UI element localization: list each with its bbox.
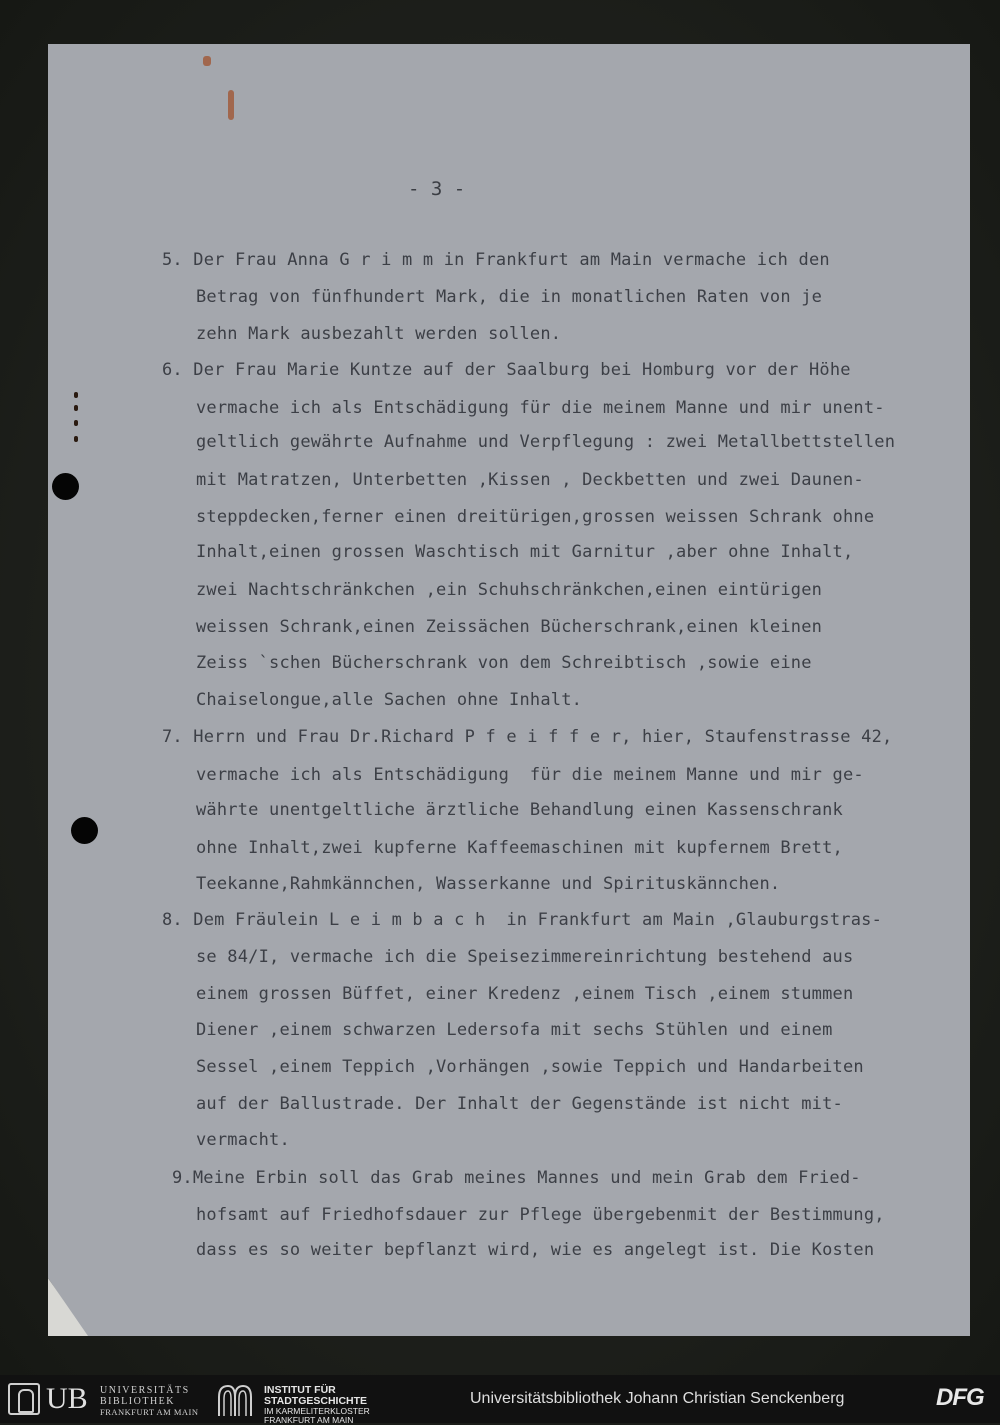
text-line: geltlich gewährte Aufnahme und Verpflegung : zwei Metallbettstellen: [196, 432, 896, 452]
text-line: auf der Ballustrade. Der Inhalt der Gegenstände ist nicht mit-: [196, 1094, 843, 1114]
text-line: se 84/I, vermache ich die Speisezimmereinrichtung bestehend aus: [196, 947, 854, 967]
text-line: 6. Der Frau Marie Kuntze auf der Saalburg bei Homburg vor der Höhe: [162, 360, 851, 380]
ub-line-3: FRANKFURT AM MAIN: [100, 1407, 199, 1417]
edge-mark: [74, 392, 78, 398]
text-line: Inhalt,einen grossen Waschtisch mit Garnitur ,aber ohne Inhalt,: [196, 542, 854, 562]
text-line: währte unentgeltliche ärztliche Behandlung einen Kassenschrank: [196, 800, 843, 820]
text-line: zwei Nachtschränkchen ,ein Schuhschränkchen,einen eintürigen: [196, 580, 823, 600]
text-line: vermacht.: [196, 1130, 290, 1150]
text-line: hofsamt auf Friedhofsdauer zur Pflege übergebenmit der Bestimmung,: [196, 1205, 885, 1225]
ub-logo-letters: UB: [46, 1382, 88, 1415]
punch-hole-upper: [52, 473, 79, 500]
text-line: zehn Mark ausbezahlt werden sollen.: [196, 324, 562, 344]
ub-line-2: BIBLIOTHEK: [100, 1395, 175, 1407]
text-line: Teekanne,Rahmkännchen, Wasserkanne und Spirituskännchen.: [196, 874, 781, 894]
text-line: Zeiss `schen Bücherschrank von dem Schreibtisch ,sowie eine: [196, 653, 812, 673]
edge-mark: [74, 420, 78, 426]
text-line: Diener ,einem schwarzen Ledersofa mit sechs Stühlen und einem: [196, 1020, 833, 1040]
text-line: ohne Inhalt,zwei kupferne Kaffeemaschinen mit kupfernem Brett,: [196, 838, 843, 858]
text-line: Betrag von fünfhundert Mark, die in monatlichen Raten von je: [196, 287, 823, 307]
text-line: 8. Dem Fräulein L e i m b a c h in Frankfurt am Main ,Glauburgstras-: [162, 910, 883, 930]
text-line: mit Matratzen, Unterbetten ,Kissen , Deckbetten und zwei Daunen-: [196, 470, 864, 490]
ub-logo-text: [100, 1386, 199, 1418]
punch-hole-lower: [71, 817, 98, 844]
text-line: 7. Herrn und Frau Dr.Richard P f e i f f e r, hier, Staufenstrasse 42,: [162, 727, 893, 747]
rust-stain: [228, 90, 234, 120]
footer-bar: [0, 1375, 1000, 1423]
text-line: Chaiselongue,alle Sachen ohne Inhalt.: [196, 690, 583, 710]
text-line: steppdecken,ferner einen dreitürigen,grossen weissen Schrank ohne: [196, 507, 875, 527]
inst-line-4: FRANKFURT AM MAIN: [264, 1415, 354, 1425]
inst-line-2: STADTGESCHICHTE: [264, 1395, 368, 1407]
page-number: - 3 -: [408, 178, 466, 200]
dfg-logo: DFG: [936, 1384, 984, 1411]
text-line: vermache ich als Entschädigung für die meinem Manne und mir unent-: [196, 398, 885, 418]
library-name: Universitätsbibliothek Johann Christian Senckenberg: [470, 1390, 845, 1407]
rust-stain: [203, 56, 211, 66]
ub-line-1: UNIVERSITÄTS: [100, 1385, 190, 1396]
institute-arch-icon: [216, 1383, 254, 1417]
edge-mark: [74, 436, 78, 442]
text-line: Sessel ,einem Teppich ,Vorhängen ,sowie Teppich und Handarbeiten: [196, 1057, 864, 1077]
text-line: 9.Meine Erbin soll das Grab meines Mannes und mein Grab dem Fried-: [172, 1168, 861, 1188]
inst-line-3: IM KARMELITERKLOSTER: [264, 1406, 370, 1416]
text-line: einem grossen Büffet, einer Kredenz ,einem Tisch ,einem stummen: [196, 984, 854, 1004]
text-line: 5. Der Frau Anna G r i m m in Frankfurt am Main vermache ich den: [162, 250, 830, 270]
inst-line-1: INSTITUT FÜR: [264, 1384, 336, 1396]
text-line: dass es so weiter bepflanzt wird, wie es angelegt ist. Die Kosten: [196, 1240, 875, 1260]
text-line: vermache ich als Entschädigung für die meinem Manne und mir ge-: [196, 765, 864, 785]
institute-logo-text: [264, 1385, 370, 1425]
ub-seal-icon: [8, 1383, 40, 1415]
text-line: weissen Schrank,einen Zeissächen Bücherschrank,einen kleinen: [196, 617, 823, 637]
edge-mark: [74, 405, 78, 411]
